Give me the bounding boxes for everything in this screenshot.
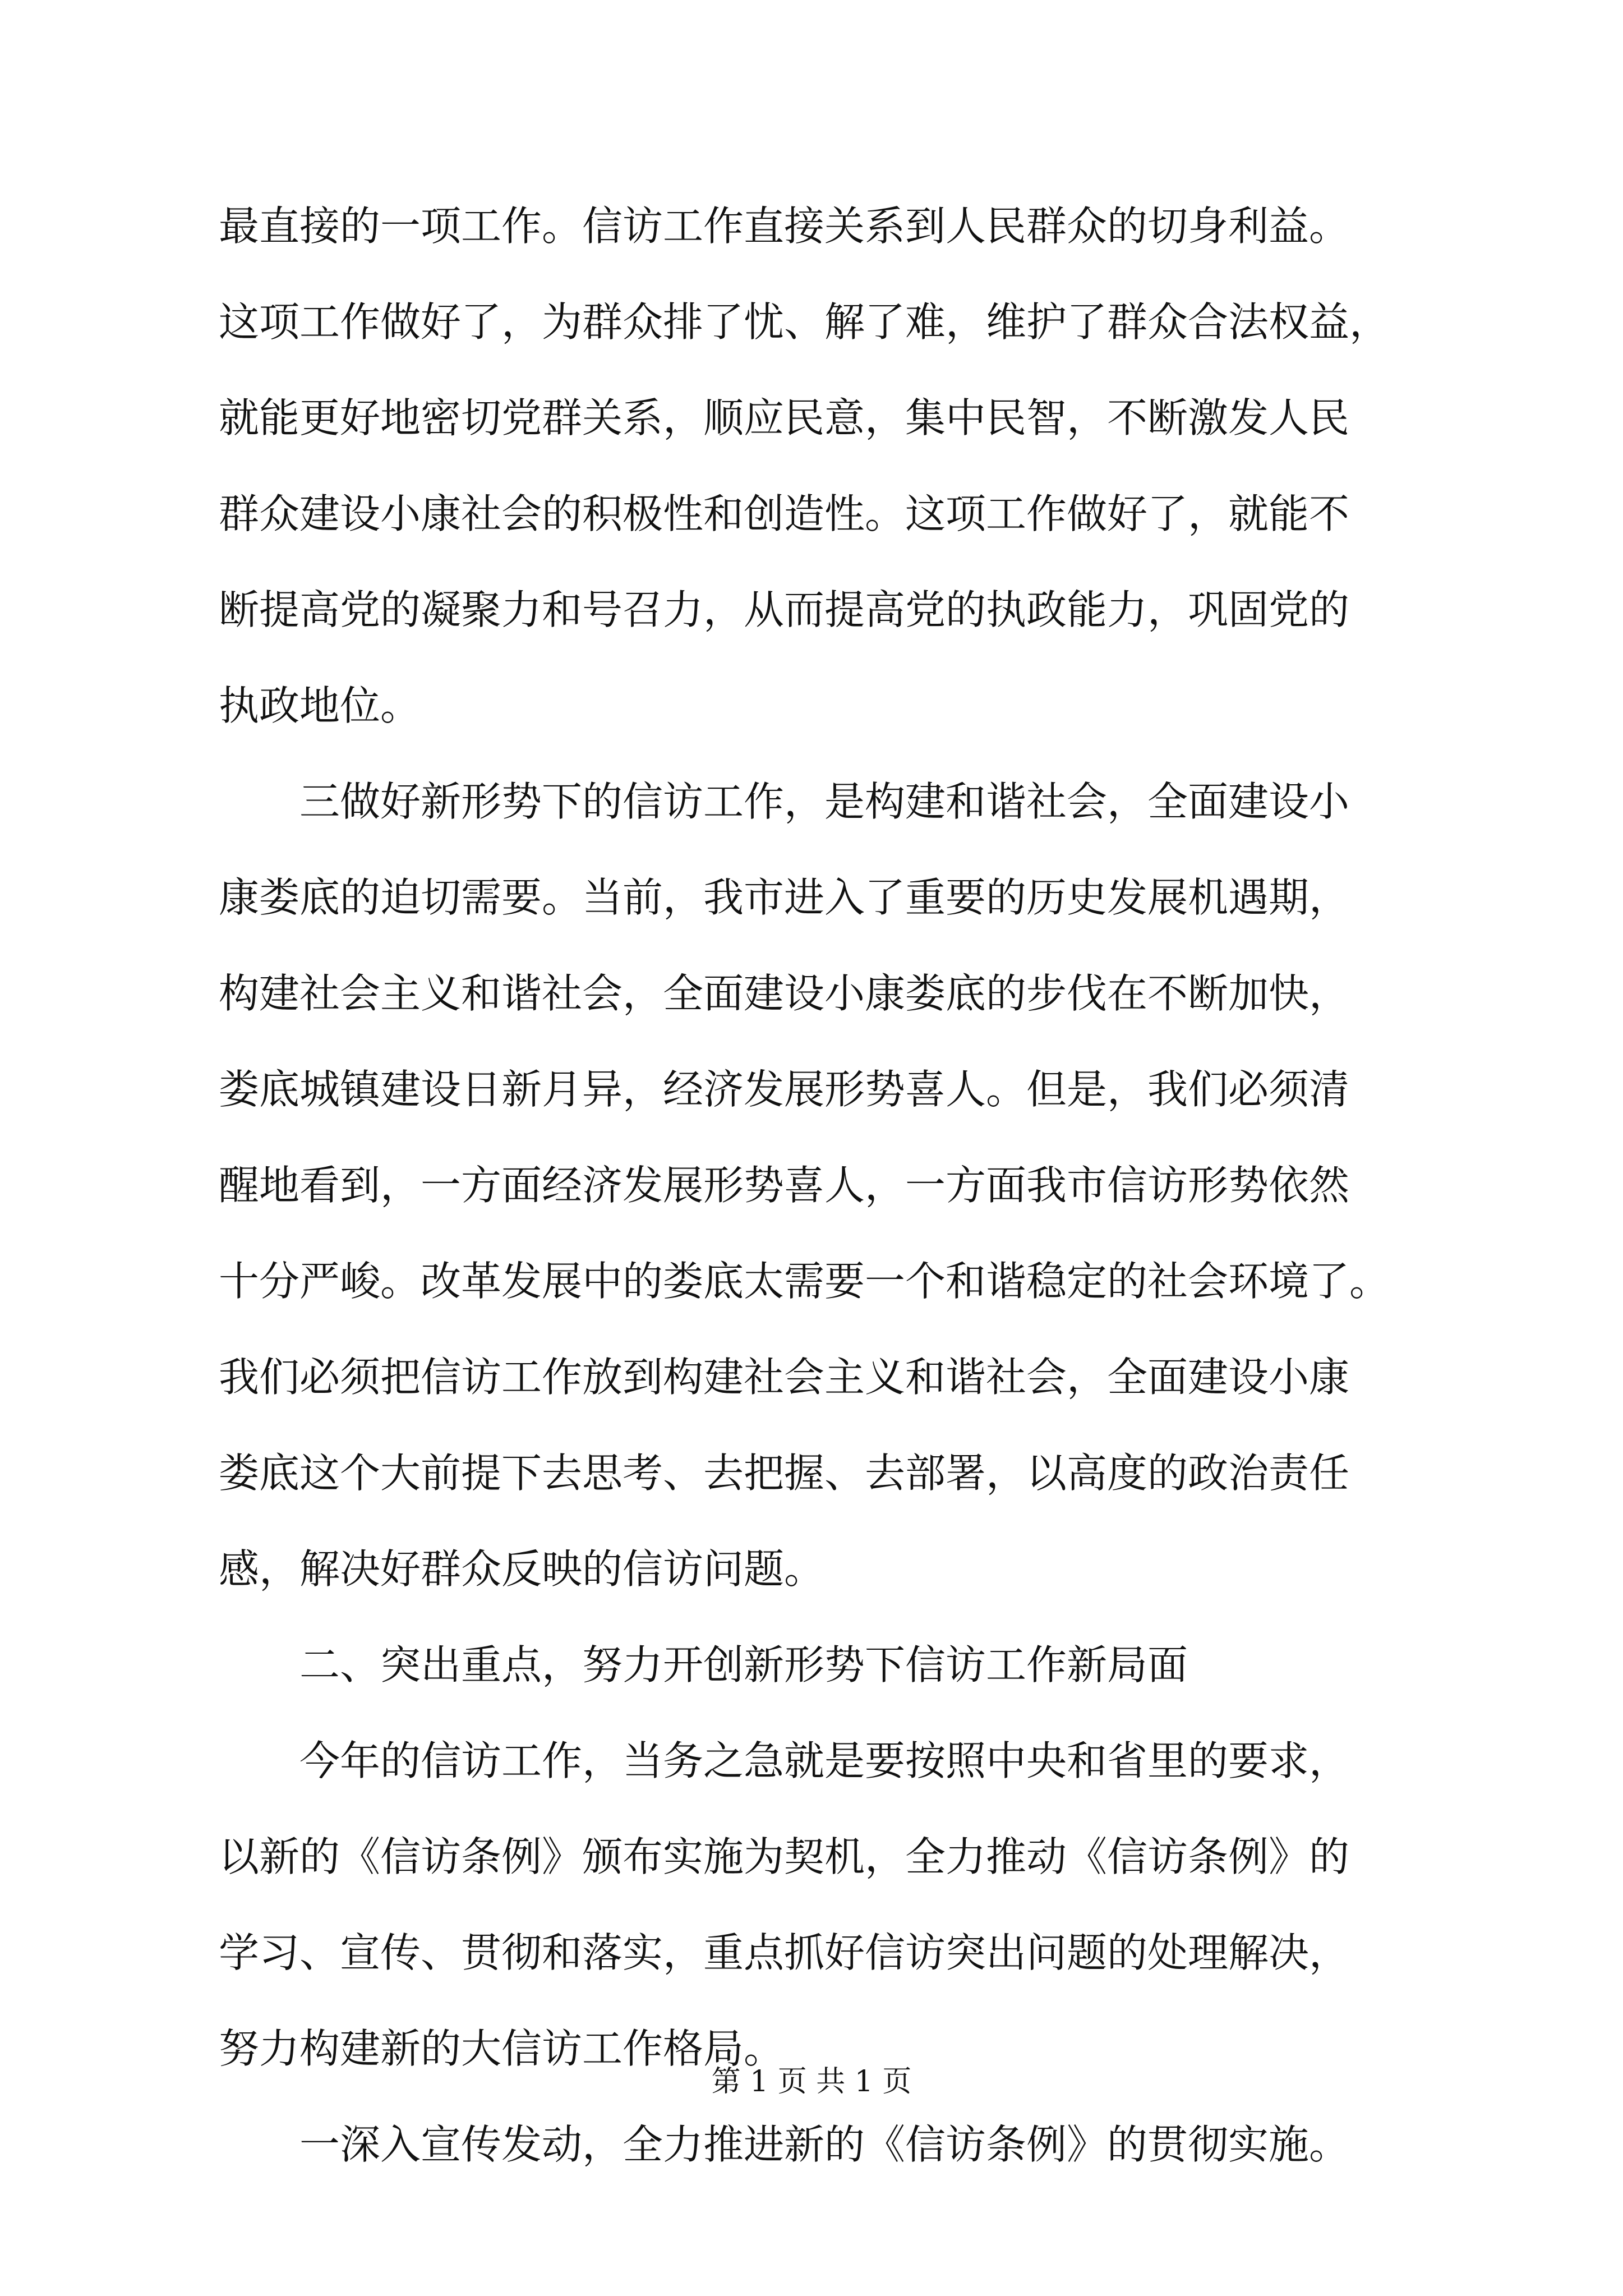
text-line: 努力构建新的大信访工作格局。 bbox=[219, 2025, 785, 2072]
text-line: 以新的《信访条例》颁布实施为契机，全力推动《信访条例》的 bbox=[219, 1833, 1350, 1880]
text-line: 十分严峻。改革发展中的娄底太需要一个和谐稳定的社会环境了。 bbox=[219, 1258, 1390, 1305]
paragraph-start-line: 一深入宣传发动，全力推进新的《信访条例》的贯彻实施。 bbox=[299, 2121, 1350, 2168]
section-heading: 二、突出重点，努力开创新形势下信访工作新局面 bbox=[299, 1641, 1188, 1688]
text-line: 这项工作做好了，为群众排了忧、解了难，维护了群众合法权益， bbox=[219, 298, 1390, 346]
text-line: 娄底这个大前提下去思考、去把握、去部署，以高度的政治责任 bbox=[219, 1450, 1350, 1497]
text-line: 最直接的一项工作。信访工作直接关系到人民群众的切身利益。 bbox=[219, 203, 1350, 250]
paragraph-start-line: 三做好新形势下的信访工作，是构建和谐社会，全面建设小 bbox=[299, 778, 1350, 825]
text-line: 娄底城镇建设日新月异，经济发展形势喜人。但是，我们必须清 bbox=[219, 1066, 1350, 1113]
paragraph-start-line: 今年的信访工作，当务之急就是要按照中央和省里的要求， bbox=[299, 1737, 1350, 1784]
text-line: 构建社会主义和谐社会，全面建设小康娄底的步伐在不断加快， bbox=[219, 970, 1350, 1017]
text-line: 康娄底的迫切需要。当前，我市进入了重要的历史发展机遇期， bbox=[219, 874, 1350, 921]
text-line: 醒地看到，一方面经济发展形势喜人，一方面我市信访形势依然 bbox=[219, 1162, 1350, 1209]
text-line: 感，解决好群众反映的信访问题。 bbox=[219, 1545, 825, 1593]
page-number-footer: 第 1 页 共 1 页 bbox=[711, 2065, 912, 2099]
text-line: 执政地位。 bbox=[219, 682, 421, 729]
text-line: 群众建设小康社会的积极性和创造性。这项工作做好了，就能不 bbox=[219, 490, 1350, 537]
text-line: 学习、宣传、贯彻和落实，重点抓好信访突出问题的处理解决， bbox=[219, 1929, 1350, 1976]
text-line: 就能更好地密切党群关系，顺应民意，集中民智，不断激发人民 bbox=[219, 394, 1350, 441]
text-line: 断提高党的凝聚力和号召力，从而提高党的执政能力，巩固党的 bbox=[219, 586, 1350, 633]
text-line: 我们必须把信访工作放到构建社会主义和谐社会，全面建设小康 bbox=[219, 1354, 1350, 1401]
document-body bbox=[219, 178, 1419, 2193]
